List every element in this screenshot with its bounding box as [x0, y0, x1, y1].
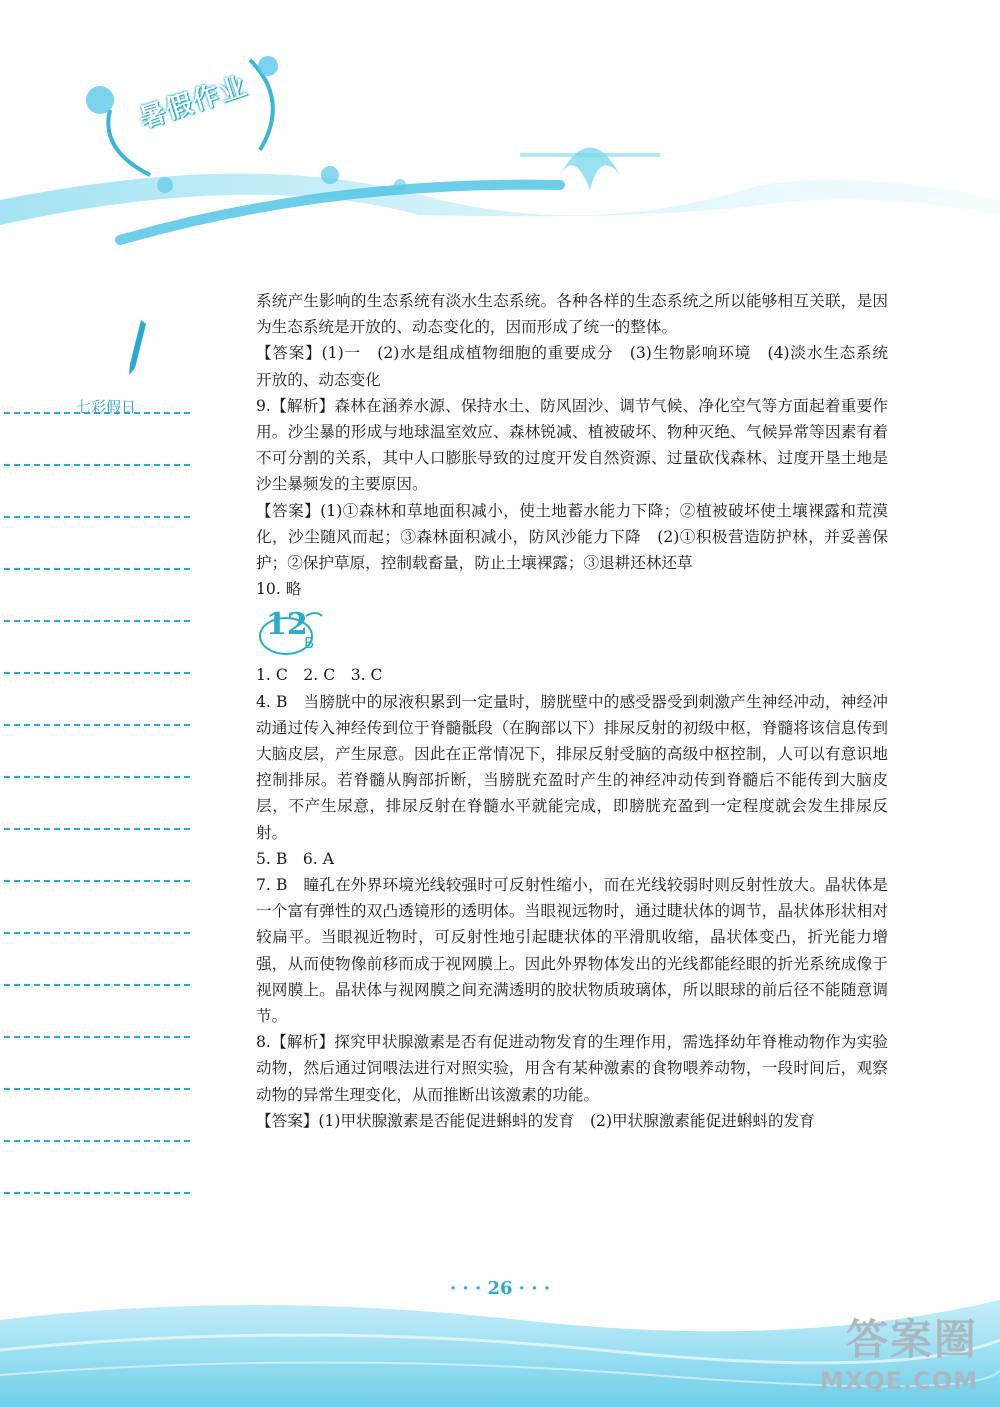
- note-line: [4, 516, 190, 518]
- answers-5-6: 5. B 6. A: [256, 849, 334, 868]
- answer-4: 4. B 当膀胱中的尿液积累到一定量时，膀胱壁中的感受器受到刺激产生神经冲动，神经冲动通过传入神经传到位于脊髓骶段（在胸部以下）排尿反射的初级中枢，脊髓将该信息传到大脑皮层，产生尿意。因此在正常情况下，排尿反射受脑的高级中枢控制，人可以有意识地控制排尿。若脊髓从胸部折断，当膀胱充盈时产生的神经冲动传到脊髓后不能传到大脑皮层，不产生尿意，排尿反射在脊髓水平就能完成，即膀胱充盈到一定程度就会发生排尿反射。: [256, 692, 888, 842]
- note-line: [4, 1192, 190, 1194]
- watermark: [768, 1307, 978, 1395]
- note-line: [4, 412, 190, 414]
- answer-q9: 【答案】(1)①森林和草地面积减小，使土地蓄水能力下降；②植被破坏使土壤裸露和荒漠化，沙尘随风而起；③森林面积减小，防风沙能力下降 (2)①积极营造防护林，并妥善保护；②保护草原，控制载畜量，防止土壤裸露；③退耕还林还草: [256, 501, 888, 573]
- sidebar-label: 七彩假日: [76, 398, 137, 416]
- answer-q8-prev: 【答案】(1)一 (2)水是组成植物细胞的重要成分 (3)生物影响环境 (4)淡水生态系统 开放的、动态变化: [256, 344, 904, 389]
- answers-1-3: 1. C 2. C 3. C: [256, 666, 383, 685]
- note-line: [4, 984, 190, 986]
- answer-q10: 10. 略: [256, 580, 302, 599]
- note-line: [4, 1088, 190, 1090]
- section-badge: [256, 606, 888, 660]
- section-number: 12: [266, 607, 308, 643]
- page-number: · · · 26 · · ·: [449, 1278, 551, 1299]
- note-line: [4, 932, 190, 934]
- watermark-url: MXQE.COM: [819, 1367, 978, 1395]
- paragraph-continuation: 系统产生影响的生态系统有淡水生态系统。各种各样的生态系统之所以能够相互关联，是因为生态系统是开放的、动态变化的，因而形成了统一的整体。: [256, 292, 888, 337]
- note-line: [4, 1036, 190, 1038]
- answer-content: [256, 288, 904, 1134]
- watermark-logo: 答案圈: [845, 1315, 978, 1364]
- note-line: [4, 828, 190, 830]
- section-letter: B: [304, 634, 315, 653]
- pen-icon: [128, 318, 148, 378]
- analysis-q8: 8.【解析】探究甲状腺激素是否有促进动物发育的生理作用，需选择幼年脊椎动物作为实验动物，然后通过饲喂法进行对照实验，用含有某种激素的食物喂养动物，一段时间后，观察动物的异常生理变化，从而推断出该激素的功能。: [256, 1033, 888, 1104]
- answer-q8: 【答案】(1)甲状腺激素是否能促进蝌蚪的发育 (2)甲状腺激素能促进蝌蚪的发育: [256, 1111, 815, 1130]
- answer-7: 7. B 瞳孔在外界环境光线较强时可反射性缩小，而在光线较弱时则反射性放大。晶状体是一个富有弹性的双凸透镜形的透明体。当眼视远物时，通过睫状体的调节，晶状体形状相对较扁平。当眼视近物时，可反射性地引起睫状体的平滑肌收缩，晶状体变凸，折光能力增强，从而使物像前移而成于视网膜上。因此外界物体发出的光线都能经眼的折光系统成像于视网膜上。晶状体与视网膜之间充满透明的胶状物质玻璃体，所以眼球的前后径不能随意调节。: [256, 876, 888, 1026]
- note-line: [4, 464, 190, 466]
- note-line: [4, 568, 190, 570]
- note-line: [4, 1140, 190, 1142]
- note-line: [4, 620, 190, 622]
- analysis-q9: 9.【解析】森林在涵养水源、保持水土、防风固沙、调节气候、净化空气等方面起着重要作用。沙尘暴的形成与地球温室效应、森林锐减、植被破坏、物种灭绝、气候异常等因素有着不可分割的关系，其中人口膨胀导致的过度开发自然资源、过量砍伐森林、过度开垦土地是沙尘暴频发的主要原因。: [256, 396, 888, 494]
- note-line: [4, 880, 190, 882]
- header-title: 暑假作业: [135, 71, 252, 135]
- note-line: [4, 672, 190, 674]
- note-line: [4, 724, 190, 726]
- note-line: [4, 776, 190, 778]
